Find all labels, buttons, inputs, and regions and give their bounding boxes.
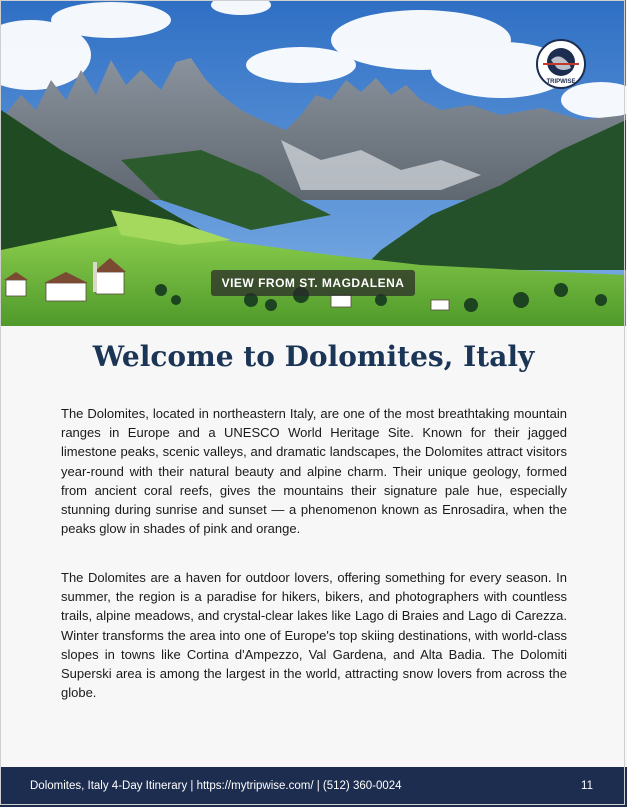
hero-image xyxy=(1,0,626,326)
page-footer xyxy=(0,767,627,807)
intro-paragraph: The Dolomites, located in northeastern Italy, are one of the most breathtaking mountain ranges in Europe and a UNESCO World Heritage Site. Known for their jagged limestone peaks, scenic valleys, and dramatic landscapes, the Dolomites attract visitors year-round with their natural beauty and alpine charm. Their unique geology, formed from ancient coral reefs, gives the mountains their signature pale hue, especially stunning during sunrise and sunset — a phenomenon known as Enrosadira, when the peaks glow in shades of pink and orange. xyxy=(61,406,567,537)
hero-caption: VIEW FROM ST. MAGDALENA xyxy=(211,270,415,296)
tripwise-logo xyxy=(535,38,587,90)
page-number: 11 xyxy=(581,780,593,792)
page-title: Welcome to Dolomites, Italy xyxy=(92,340,535,373)
logo-text: TRIPWISE xyxy=(546,79,576,85)
footer-contact-line: Dolomites, Italy 4-Day Itinerary | https://mytripwise.com/ | (512) 360-0024 xyxy=(30,780,402,792)
activities-paragraph: The Dolomites are a haven for outdoor lovers, offering something for every season. In summer, the region is a paradise for hikers, bikers, and photographers with countless trails, alpine meadows, and crystal-clear lakes like Lago di Braies and Lago di Carezza. Winter transforms the area into one of Europe's top skiing destinations, with world-class slopes in towns like Cortina d'Ampezzo, Val Gardena, and Alta Badia. The Dolomiti Superski area is among the largest in the world, attracting snow lovers from across the globe. xyxy=(61,570,567,701)
